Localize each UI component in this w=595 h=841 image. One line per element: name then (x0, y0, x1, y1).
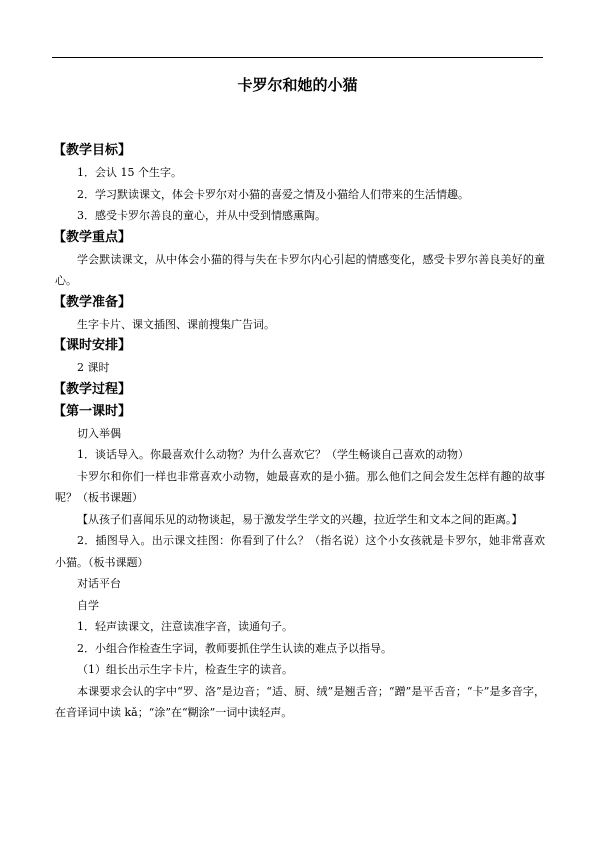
paragraph: 本课要求会认的字中“罗、洛”是边音；“适、厨、绒”是翘舌音；“蹭”是平舌音；“卡”是多音字，在音译词中读 kǎ；“涂”在“糊涂”一词中读轻声。 (55, 684, 545, 719)
paragraph: 3．感受卡罗尔善良的童心，并从中受到情感熏陶。 (77, 209, 326, 222)
section-heading: 【课时安排】 (53, 338, 132, 353)
annotation-paragraph: 【从孩子们喜闻乐见的动物谈起，易于激发学生学文的兴趣，拉近学生和文本之间的距离。】 (77, 512, 523, 526)
paragraph: 2．插图导入。出示课文挂图：你看到了什么？（指名说）这个小女孩就是卡罗尔，她非常喜欢小猫。（板书课题） (55, 534, 545, 569)
section-heading: 【教学过程】 (53, 381, 132, 397)
page-title: 卡罗尔和她的小猫 (237, 76, 358, 94)
header-rule (52, 57, 543, 58)
paragraph: （1）组长出示生字卡片，检查生字的读音。 (77, 663, 293, 676)
paragraph: 切入举偶 (77, 426, 121, 440)
section-heading: 【第一课时】 (53, 403, 132, 419)
paragraph: 1．谈话导入。你最喜欢什么动物？为什么喜欢它？（学生畅谈自己喜欢的动物） (77, 448, 469, 461)
paragraph: 2 课时 (77, 361, 110, 374)
paragraph: 对话平台 (77, 577, 121, 590)
document-body (55, 140, 545, 724)
paragraph: 1．会认 15 个生字。 (77, 166, 182, 179)
paragraph: 1．轻声读课文，注意读准字音，读通句子。 (77, 620, 293, 633)
paragraph: 卡罗尔和你们一样也非常喜欢小动物，她最喜欢的是小猫。那么他们之间会发生怎样有趣的故事呢？（板书课题） (55, 469, 545, 504)
section-heading: 【教学目标】 (53, 143, 132, 158)
paragraph: 自学 (77, 598, 99, 612)
paragraph: 生字卡片、课文插图、课前搜集广告词。 (77, 317, 275, 331)
paragraph: 学会默读课文，从中体会小猫的得与失在卡罗尔内心引起的情感变化，感受卡罗尔善良美好的童心。 (55, 252, 545, 287)
paragraph: 2．学习默读课文，体会卡罗尔对小猫的喜爱之情及小猫给人们带来的生活情趣。 (77, 187, 469, 201)
section-heading: 【教学重点】 (53, 229, 132, 245)
paragraph: 2．小组合作检查生字词，教师要抓住学生认读的难点予以指导。 (77, 641, 392, 655)
section-heading: 【教学准备】 (53, 294, 132, 310)
